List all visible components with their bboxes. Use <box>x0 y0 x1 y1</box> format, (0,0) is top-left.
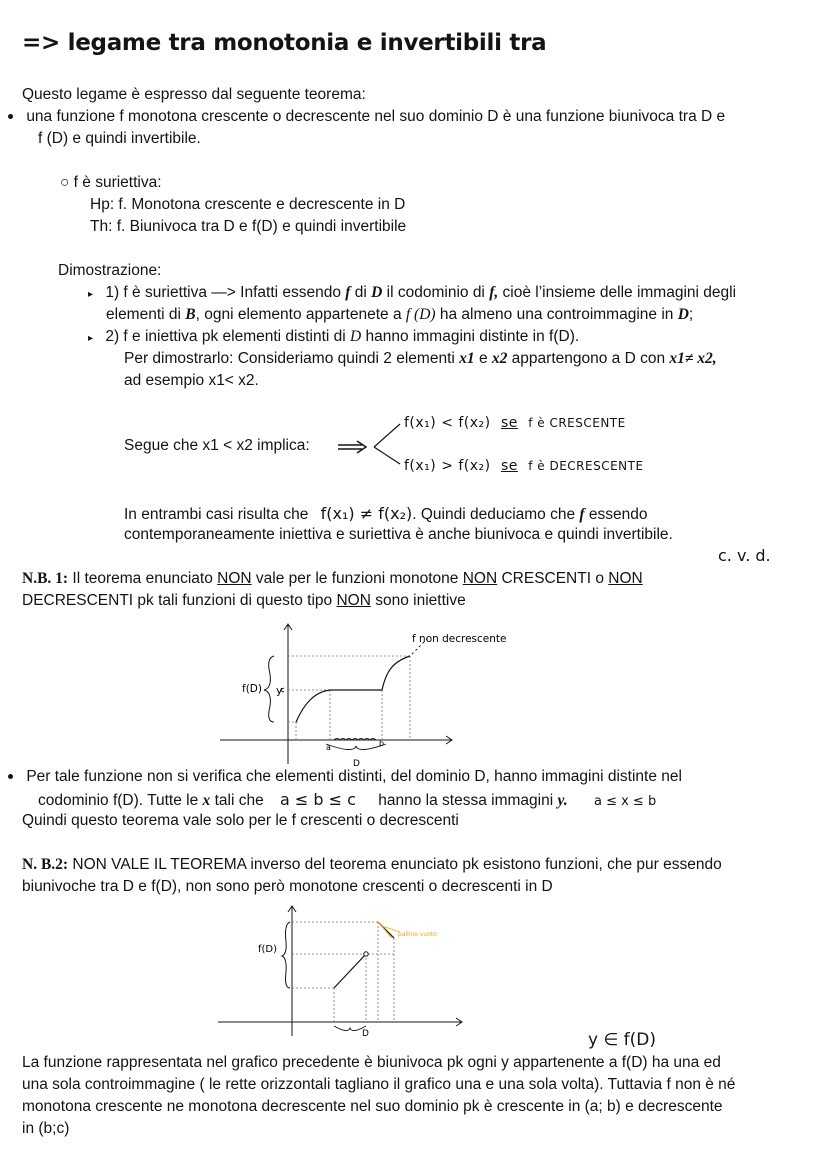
y-label: y <box>276 684 283 697</box>
a-label: a <box>326 743 331 752</box>
bullet-icon <box>8 774 13 779</box>
qed-mark: c. v. d. <box>718 546 771 565</box>
bullet-icon <box>8 114 13 119</box>
increasing-segment <box>334 954 366 988</box>
final-line4: in (b;c) <box>22 1120 70 1137</box>
nb2-line2: biunivoche tra D e f(D), non sono però monotone crescenti o decrescenti in D <box>22 878 553 895</box>
fd-label: f(D) <box>242 683 262 695</box>
case-decreasing: f(x₁) > f(x₂) se f è DECRESCENTE <box>404 458 644 474</box>
final-line1: La funzione rappresentata nel grafico precedente è biunivoca pk ogni y appartenente a f(D) ha una ed <box>22 1054 721 1071</box>
fd-label: f(D) <box>258 944 278 955</box>
thesis: Th: f. Biunivoca tra D e f(D) e quindi invertibile <box>90 218 407 235</box>
curve-label: f non decrescente <box>412 633 507 645</box>
hypothesis: Hp: f. Monotona crescente e decrescente in D <box>90 196 406 213</box>
function-curve <box>296 656 410 722</box>
page-title: => legame tra monotonia e invertibili tra <box>22 30 547 56</box>
graph-non-decreasing <box>216 618 546 768</box>
d-label: D <box>362 1029 369 1039</box>
d-label: D <box>353 759 360 768</box>
surjective-subheading: ○ f è suriettiva: <box>60 174 162 191</box>
proof-step-1: ▸ 1) f è suriettiva —> Infatti essendo f di D il codominio di f, cioè l’insieme delle immagini degli <box>88 284 737 301</box>
b-label: b <box>379 739 385 748</box>
theorem-statement-cont: f (D) e quindi invertibile. <box>38 130 201 147</box>
proof-step-2-cont: Per dimostrarlo: Consideriamo quindi 2 elementi x1 e x2 appartengono a D con x1≠ x2, <box>124 350 717 367</box>
after-graph1-line3: Quindi questo teorema vale solo per le f crescenti o decrescenti <box>22 812 459 829</box>
final-line2: una sola controimmagine ( le rette orizzontali tagliano il grafico una e una sola volta). Tuttavia f non è né <box>22 1076 736 1093</box>
after-graph1-line1: Per tale funzione non si verifica che elementi distinti, del dominio D, hanno immagini distinte nel <box>8 768 682 786</box>
conclusion-line1: In entrambi casi risulta che f(x₁) ≠ f(x₂). Quindi deduciamo che f essendo <box>124 504 648 523</box>
graph-bijective <box>216 902 476 1040</box>
intro-text: Questo legame è espresso dal seguente teorema: <box>22 86 366 103</box>
proof-step-2: ▸ 2) f e iniettiva pk elementi distinti di D hanno immagini distinte in f(D). <box>88 328 580 345</box>
open-dot-note: pallino vuoto <box>398 931 437 938</box>
proof-heading: Dimostrazione: <box>58 262 162 279</box>
implication-text: Segue che x1 < x2 implica: <box>124 437 310 454</box>
theorem-statement: una funzione f monotona crescente o decrescente nel suo dominio D è una funzione biunivoca tra D e <box>26 108 726 125</box>
nb1-line1: N.B. 1: Il teorema enunciato NON vale per le funzioni monotone NON CRESCENTI o NON <box>22 570 643 587</box>
proof-step-1-cont: elementi di B, ogni elemento appartenete a f (D) ha almeno una controimmagine in D; <box>106 306 694 323</box>
intro-bullet <box>8 108 725 126</box>
conclusion-line2: contemporaneamente iniettiva e suriettiva è anche biunivoca e quindi invertibile. <box>124 526 673 543</box>
example-line: ad esempio x1< x2. <box>124 372 259 389</box>
branch-arrows <box>336 414 406 474</box>
nb1-line2: DECRESCENTI pk tali funzioni di questo tipo NON sono iniettive <box>22 592 466 609</box>
y-in-fd: y ∈ f(D) <box>588 1030 657 1050</box>
final-line3: monotona crescente ne monotona decrescente nel suo dominio pk è crescente in (a; b) e decrescente <box>22 1098 723 1115</box>
nb2-line1: N. B.2: NON VALE IL TEOREMA inverso del teorema enunciato pk esistono funzioni, che pur essendo <box>22 856 722 873</box>
case-increasing: f(x₁) < f(x₂) se f è CRESCENTE <box>404 415 626 431</box>
open-dot <box>364 952 368 956</box>
after-graph1-line2: codominio f(D). Tutte le x tali che a ≤ b ≤ c hanno la stessa immagini y. a ≤ x ≤ b <box>38 790 657 809</box>
